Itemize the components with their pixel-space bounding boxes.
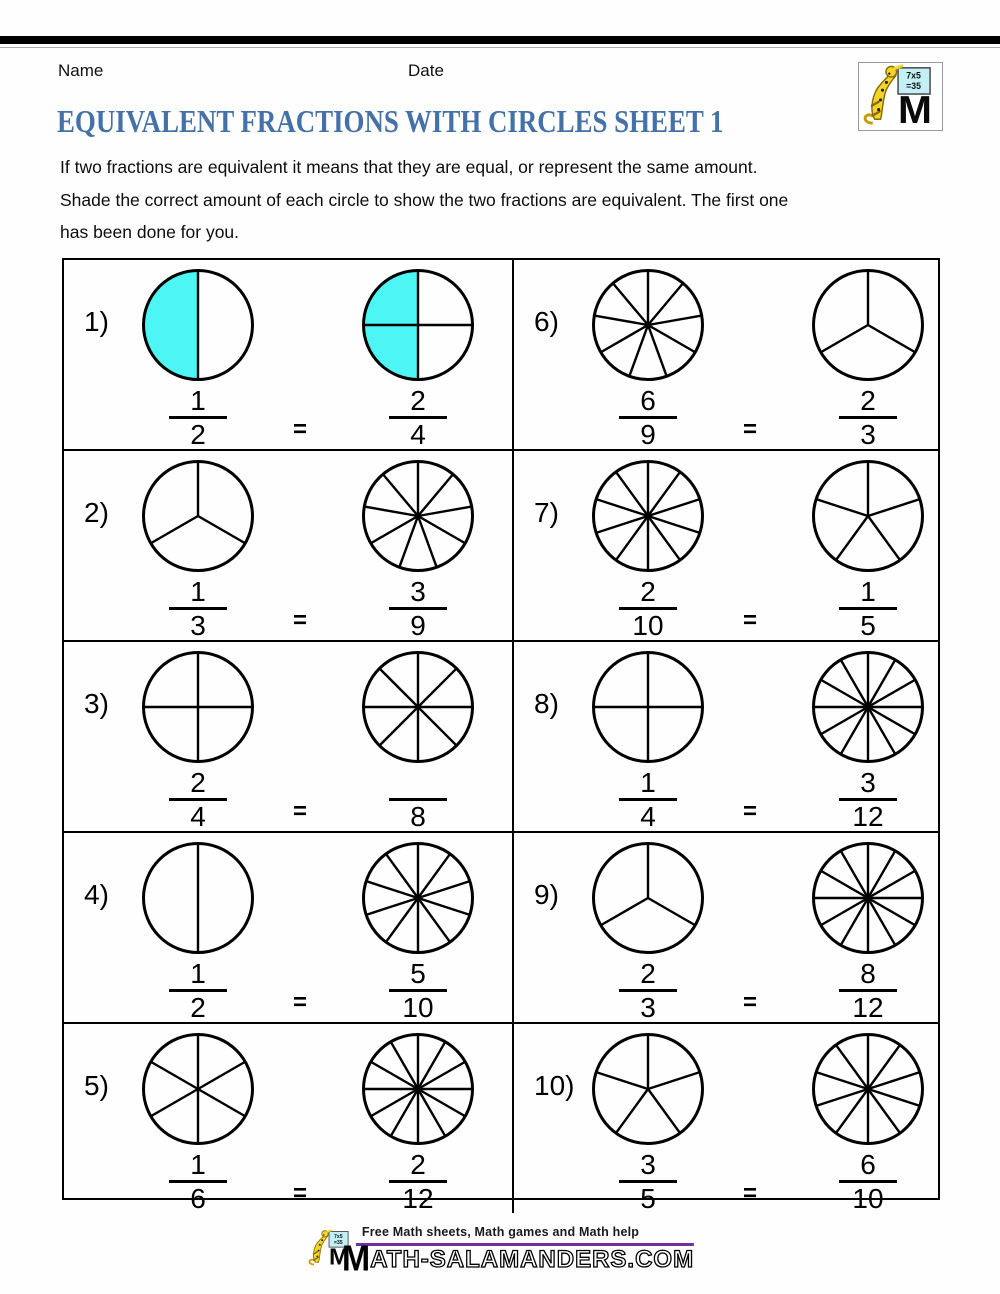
fraction-unit-left (136, 1032, 260, 1213)
fraction-right (389, 768, 447, 831)
fraction-unit-left (586, 841, 710, 1022)
instruction-line: Shade the correct amount of each circle to show the two fractions are equivalent. The first one (60, 189, 789, 210)
fraction-numerator: 1 (860, 576, 876, 607)
problem-cell (514, 260, 938, 451)
problem-number-label: 5) (84, 1070, 109, 1101)
fraction-numerator: 1 (190, 1149, 206, 1180)
fraction-unit-left (586, 650, 710, 831)
fraction-right (839, 768, 897, 831)
fraction-unit-right (356, 268, 480, 449)
problem-number-label: 9) (534, 879, 559, 910)
problem-number-label: 1) (84, 306, 109, 337)
fraction-denominator: 9 (410, 610, 426, 641)
equals-sign: = (292, 607, 307, 634)
problem-cell (64, 642, 514, 833)
footer-logo (306, 1222, 695, 1279)
fraction-circle-right-icon (811, 459, 925, 573)
problem-cell (64, 833, 514, 1024)
fraction-right (389, 386, 447, 449)
fraction-unit-right (806, 650, 930, 831)
fraction-numerator: 3 (640, 1149, 656, 1180)
fraction-denominator: 4 (410, 419, 426, 450)
fraction-denominator: 5 (860, 610, 876, 641)
fraction-unit-right (356, 459, 480, 640)
fraction-unit-left (586, 459, 710, 640)
fraction-right (839, 577, 897, 640)
equals-sign: = (742, 1180, 757, 1207)
fraction-circle-right-icon (811, 841, 925, 955)
equals-sign: = (742, 989, 757, 1016)
fraction-left (169, 1150, 227, 1213)
fraction-left (619, 959, 677, 1022)
fraction-numerator: 2 (190, 767, 206, 798)
fraction-circle-left-icon (591, 459, 705, 573)
fraction-denominator: 10 (632, 610, 664, 641)
name-label: Name (58, 61, 104, 80)
fraction-unit-left (136, 459, 260, 640)
problem-cell (64, 451, 514, 642)
fraction-left (169, 386, 227, 449)
instruction-line: If two fractions are equivalent it means that they are equal, or represent the same amount. (60, 157, 758, 177)
fraction-left (169, 959, 227, 1022)
site-logo (858, 62, 943, 131)
fraction-denominator: 3 (860, 419, 876, 450)
problem-cell (514, 451, 938, 642)
fraction-denominator: 4 (640, 801, 656, 832)
footer-site-name: M ATH-SALAMANDERS.COM (341, 1239, 695, 1279)
fraction-right (839, 959, 897, 1022)
fraction-circle-left-icon (591, 650, 705, 764)
fraction-denominator: 12 (402, 1183, 434, 1214)
fraction-denominator: 6 (190, 1183, 206, 1214)
fraction-denominator: 10 (402, 992, 434, 1023)
fraction-circle-right-icon (361, 1032, 475, 1146)
fraction-denominator: 2 (190, 419, 206, 450)
fraction-circle-left-icon (141, 459, 255, 573)
problem-number-label: 10) (534, 1070, 575, 1101)
fraction-unit-left (136, 268, 260, 449)
fraction-right (389, 577, 447, 640)
fraction-numerator: 1 (640, 767, 656, 798)
equals-sign: = (742, 607, 757, 634)
problem-number-label: 8) (534, 688, 559, 719)
fraction-numerator: 1 (190, 576, 206, 607)
fraction-numerator: 6 (640, 385, 656, 416)
fraction-right (389, 959, 447, 1022)
fraction-unit-left (136, 841, 260, 1022)
fraction-circle-right-icon (361, 459, 475, 573)
problem-number-label: 2) (84, 497, 109, 528)
fraction-unit-right (806, 1032, 930, 1213)
fraction-circle-left-icon (141, 841, 255, 955)
fraction-numerator: 3 (410, 576, 426, 607)
equals-sign: = (742, 416, 757, 443)
fraction-denominator: 3 (190, 610, 206, 641)
page-title: EQUIVALENT FRACTIONS WITH CIRCLES SHEET 1 (57, 103, 724, 139)
problem-number-label: 7) (534, 497, 559, 528)
fraction-denominator: 9 (640, 419, 656, 450)
fraction-left (169, 768, 227, 831)
fraction-left (619, 386, 677, 449)
fraction-denominator: 4 (190, 801, 206, 832)
equals-sign: = (292, 416, 307, 443)
fraction-denominator: 2 (190, 992, 206, 1023)
problems-grid (62, 258, 940, 1214)
problem-cell (514, 833, 938, 1024)
fraction-right (839, 386, 897, 449)
fraction-unit-right (356, 650, 480, 831)
fraction-circle-right-icon (811, 1032, 925, 1146)
fraction-left (619, 577, 677, 640)
equals-sign: = (292, 1180, 307, 1207)
fraction-unit-right (806, 268, 930, 449)
fraction-circle-right-icon (361, 841, 475, 955)
fraction-circle-right-icon (811, 650, 925, 764)
fraction-denominator: 10 (852, 1183, 884, 1214)
fraction-unit-right (356, 1032, 480, 1213)
fraction-left (619, 768, 677, 831)
fraction-denominator: 8 (410, 801, 426, 832)
fraction-numerator: 8 (860, 958, 876, 989)
problem-cell (64, 1024, 514, 1213)
problem-cell (64, 260, 514, 451)
fraction-unit-left (586, 268, 710, 449)
fraction-numerator: 2 (410, 1149, 426, 1180)
fraction-circle-right-icon (811, 268, 925, 382)
fraction-unit-right (806, 459, 930, 640)
fraction-left (169, 577, 227, 640)
fraction-numerator: 2 (410, 385, 426, 416)
fraction-circle-left-icon (141, 268, 255, 382)
fraction-denominator: 5 (640, 1183, 656, 1214)
fraction-right (389, 1150, 447, 1213)
fraction-numerator: 6 (860, 1149, 876, 1180)
fraction-unit-left (136, 650, 260, 831)
fraction-unit-right (806, 841, 930, 1022)
fraction-numerator: 1 (190, 385, 206, 416)
top-divider (0, 36, 1000, 44)
equals-sign: = (742, 798, 757, 825)
fraction-circle-left-icon (141, 650, 255, 764)
fraction-left (619, 1150, 677, 1213)
problem-number-label: 6) (534, 306, 559, 337)
fraction-circle-right-icon (361, 268, 475, 382)
fraction-circle-left-icon (591, 268, 705, 382)
fraction-unit-right (356, 841, 480, 1022)
problem-cell (514, 1024, 938, 1213)
fraction-denominator: 12 (852, 801, 884, 832)
problem-cell (514, 642, 938, 833)
equals-sign: = (292, 798, 307, 825)
footer-tagline: Free Math sheets, Math games and Math help (361, 1225, 640, 1239)
fraction-denominator: 12 (852, 992, 884, 1023)
fraction-circle-left-icon (591, 841, 705, 955)
problem-number-label: 3) (84, 688, 109, 719)
instruction-line: has been done for you. (60, 222, 240, 242)
fraction-denominator: 3 (640, 992, 656, 1023)
fraction-numerator: 3 (860, 767, 876, 798)
fraction-circle-left-icon (591, 1032, 705, 1146)
fraction-right (839, 1150, 897, 1213)
problem-number-label: 4) (84, 879, 109, 910)
date-label: Date (408, 61, 444, 80)
fraction-circle-left-icon (141, 1032, 255, 1146)
fraction-numerator: 2 (860, 385, 876, 416)
instructions (60, 151, 788, 249)
fraction-unit-left (586, 1032, 710, 1213)
fraction-circle-right-icon (361, 650, 475, 764)
fraction-numerator: 1 (190, 958, 206, 989)
fraction-numerator: 2 (640, 958, 656, 989)
fraction-numerator: 5 (410, 958, 426, 989)
fraction-numerator: 2 (640, 576, 656, 607)
equals-sign: = (292, 989, 307, 1016)
